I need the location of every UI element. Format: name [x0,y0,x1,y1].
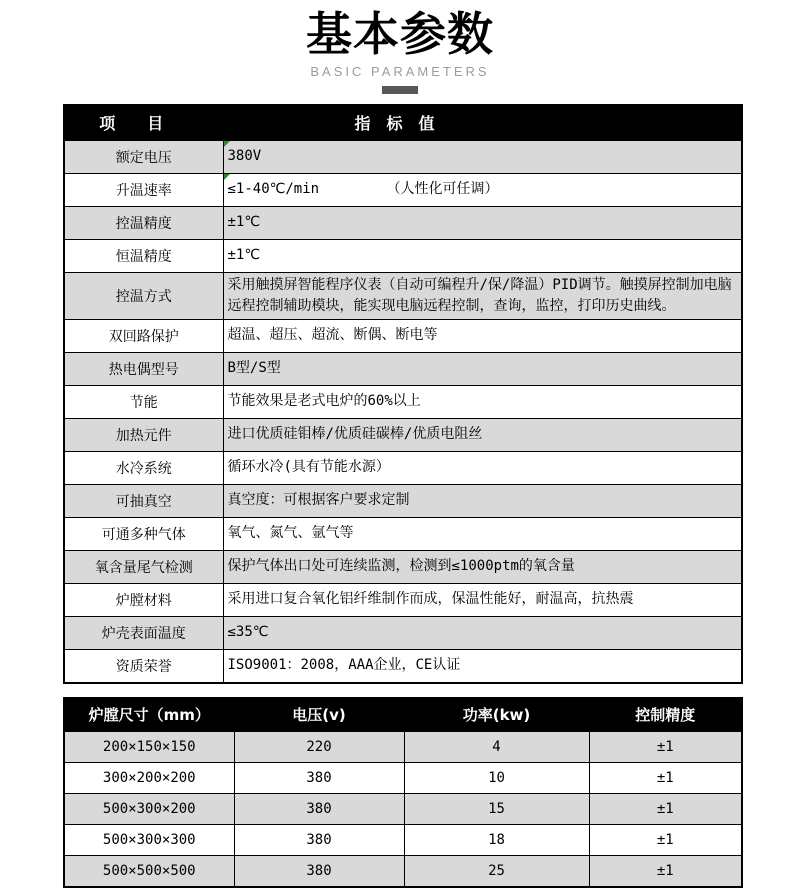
column-header-precision: 控制精度 [589,698,742,732]
table-row [64,616,742,649]
table-row [64,793,742,824]
size-cell: 500×500×500 [64,855,234,887]
param-name: 可抽真空 [64,484,223,517]
precision-cell: ±1 [589,762,742,793]
param-name: 控温方式 [64,272,223,319]
page-subtitle: BASIC PARAMETERS [310,63,490,79]
param-value: 采用进口复合氧化铝纤维制作而成，保温性能好，耐温高，抗热震 [223,583,742,616]
table-row [64,385,742,418]
param-name: 炉膛材料 [64,583,223,616]
column-header-voltage: 电压(v) [234,698,404,732]
param-value: 保护气体出口处可连续监测，检测到≤1000ptm的氧含量 [223,550,742,583]
table-row [64,583,742,616]
param-value: ±1℃ [223,239,742,272]
column-header-power: 功率(kw) [404,698,589,732]
param-value: 节能效果是老式电炉的60%以上 [223,385,742,418]
column-header-size: 炉膛尺寸（mm） [64,698,234,732]
power-cell: 10 [404,762,589,793]
power-cell: 18 [404,824,589,855]
voltage-cell: 380 [234,824,404,855]
voltage-cell: 380 [234,762,404,793]
table-row [64,451,742,484]
size-cell: 200×150×150 [64,731,234,762]
precision-cell: ±1 [589,855,742,887]
param-value-text: 380V [227,148,262,165]
size-cell: 500×300×200 [64,793,234,824]
voltage-cell: 380 [234,793,404,824]
size-cell: 300×200×200 [64,762,234,793]
precision-cell: ±1 [589,731,742,762]
param-name: 额定电压 [64,140,223,173]
voltage-cell: 220 [234,731,404,762]
flag-triangle-icon [224,141,230,147]
param-name: 升温速率 [64,173,223,206]
param-value: ISO9001：2008，AAA企业，CE认证 [223,649,742,683]
param-name: 加热元件 [64,418,223,451]
power-cell: 15 [404,793,589,824]
param-value: ±1℃ [223,206,742,239]
table-row [64,173,742,206]
table-row [64,239,742,272]
table-row [64,319,742,352]
param-value: 循环水冷(具有节能水源） [223,451,742,484]
precision-cell: ±1 [589,824,742,855]
param-value [223,140,742,173]
table-row [64,731,742,762]
param-value: 氧气、氮气、氩气等 [223,517,742,550]
voltage-cell: 380 [234,855,404,887]
param-name: 资质荣誉 [64,649,223,683]
flag-triangle-icon [224,174,230,180]
table-row [64,418,742,451]
table-header-row [64,105,742,141]
param-name: 可通多种气体 [64,517,223,550]
table-row [64,272,742,319]
title-block [0,0,800,94]
param-name: 水冷系统 [64,451,223,484]
title-divider-bar [382,86,418,94]
furnace-size-table [63,697,743,888]
param-name: 节能 [64,385,223,418]
table-row [64,649,742,683]
size-cell: 500×300×300 [64,824,234,855]
power-cell: 4 [404,731,589,762]
param-value: ≤35℃ [223,616,742,649]
table-row [64,206,742,239]
param-value: 超温、超压、超流、断偶、断电等 [223,319,742,352]
basic-parameters-table [63,104,743,684]
page-title: 基本参数 [306,7,494,61]
table-row [64,484,742,517]
column-header-item: 项 目 [64,105,223,141]
power-cell: 25 [404,855,589,887]
table-row [64,352,742,385]
param-value-text: ≤1-40℃/min （人性化可任调） [227,181,499,198]
param-name: 控温精度 [64,206,223,239]
table-row [64,140,742,173]
table-row [64,824,742,855]
param-name: 热电偶型号 [64,352,223,385]
param-value: B型/S型 [223,352,742,385]
param-value: 进口优质硅钼棒/优质硅碳棒/优质电阻丝 [223,418,742,451]
param-name: 恒温精度 [64,239,223,272]
param-name: 双回路保护 [64,319,223,352]
table-row [64,855,742,887]
param-value [223,173,742,206]
table-row [64,517,742,550]
table-row [64,550,742,583]
param-value: 真空度：可根据客户要求定制 [223,484,742,517]
precision-cell: ±1 [589,793,742,824]
param-name: 氧含量尾气检测 [64,550,223,583]
table-row [64,762,742,793]
param-name: 炉壳表面温度 [64,616,223,649]
column-header-value: 指 标 值 [223,105,742,141]
param-value: 采用触摸屏智能程序仪表（自动可编程升/保/降温）PID调节。触摸屏控制加电脑远程控制辅助模块，能实现电脑远程控制，查询，监控，打印历史曲线。 [223,272,742,319]
table-header-row [64,698,742,732]
